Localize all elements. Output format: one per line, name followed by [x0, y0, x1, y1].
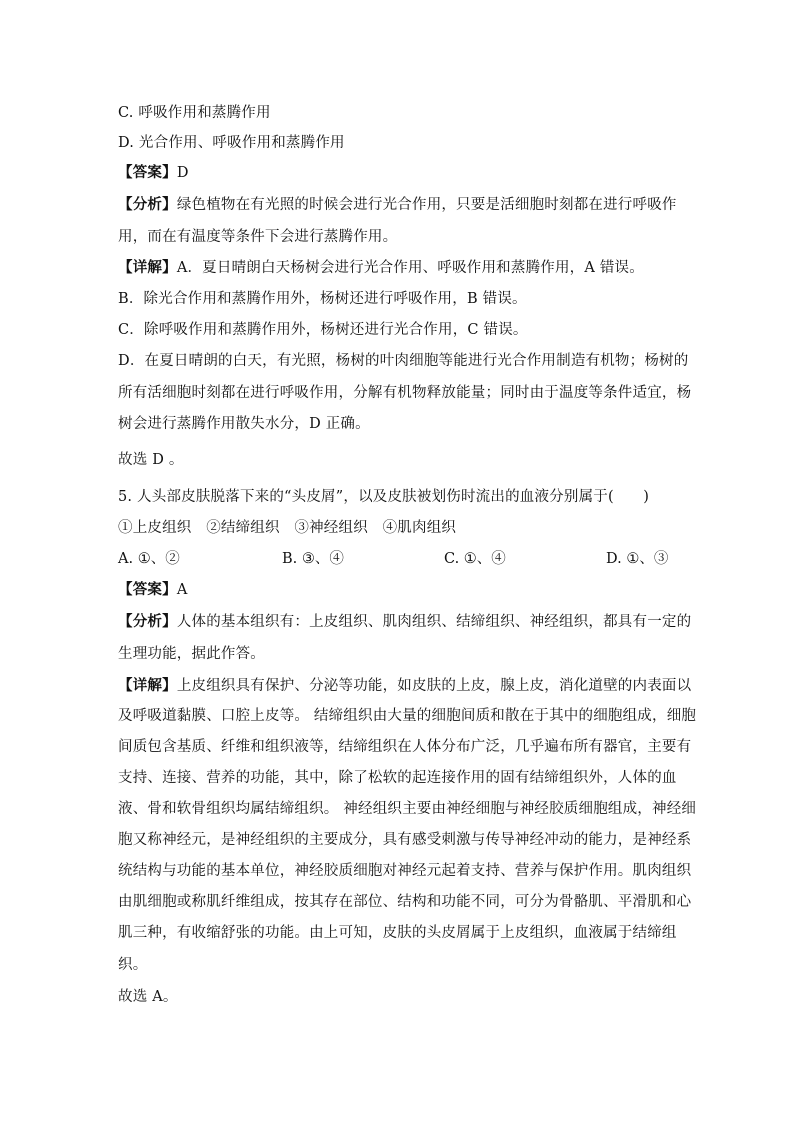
detail-line	[118, 258, 644, 278]
answer-line	[118, 163, 189, 183]
answer-tag: 【答案】	[118, 164, 177, 181]
question-items: ①上皮组织 ②结缔组织 ③神经组织 ④肌肉组织	[118, 520, 457, 536]
answer-value: D	[176, 165, 189, 181]
detail-text: C．除呼吸作用和蒸腾作用外，杨树还进行光合作用，C 错误。	[118, 322, 528, 338]
detail-text: 树会进行蒸腾作用散失水分，D 正确。	[118, 416, 370, 432]
option-d: D. ①、③	[606, 551, 669, 567]
detail-text: 支持、连接、营养的功能，其中，除了松软的起连接作用的固有结缔组织外，人体的血	[118, 770, 677, 786]
analysis-line	[118, 612, 691, 632]
option-c: C. ①、④	[444, 551, 506, 567]
detail-text: 胞又称神经元，是神经组织的主要成分，具有感受刺激与传导神经冲动的能力，是神经系	[118, 832, 692, 848]
detail-text: 及呼吸道黏膜、口腔上皮等。 结缔组织由大量的细胞间质和散在于其中的细胞组成，细胞	[118, 708, 697, 724]
detail-text: A．夏日晴朗白天杨树会进行光合作用、呼吸作用和蒸腾作用，A 错误。	[176, 260, 644, 276]
answer-value: A	[176, 582, 188, 598]
answer-tag: 【答案】	[118, 581, 177, 598]
detail-text: 统结构与功能的基本单位，神经胶质细胞对神经元起着支持、营养与保护作用。肌肉组织	[118, 863, 692, 879]
detail-text: 液、骨和软骨组织均属结缔组织。 神经组织主要由神经细胞与神经胶质细胞组成，神经细	[118, 801, 697, 817]
question-stem: 5. 人头部皮肤脱落下来的“头皮屑”，以及皮肤被划伤时流出的血液分别属于( )	[118, 489, 650, 505]
detail-text: 织。	[118, 957, 148, 973]
detail-text: B．除光合作用和蒸腾作用外，杨树还进行呼吸作用，B 错误。	[118, 291, 527, 307]
analysis-line	[118, 195, 677, 215]
analysis-text: 人体的基本组织有：上皮组织、肌肉组织、结缔组织、神经组织，都具有一定的	[176, 614, 692, 630]
conclusion: 故选 A。	[118, 989, 178, 1005]
detail-text: 肌三种，有收缩舒张的功能。由上可知，皮肤的头皮屑属于上皮组织，血液属于结缔组	[118, 925, 677, 941]
detail-tag: 【详解】	[118, 259, 177, 276]
detail-text: D．在夏日晴朗的白天，有光照，杨树的叶肉细胞等能进行光合作用制造有机物；杨树的	[118, 353, 689, 369]
detail-text: 所有活细胞时刻都在进行呼吸作用，分解有机物释放能量；同时由于温度等条件适宜，杨	[118, 385, 692, 401]
detail-tag: 【详解】	[118, 677, 177, 694]
analysis-text: 绿色植物在有光照的时候会进行光合作用，只要是活细胞时刻都在进行呼吸作	[176, 197, 677, 213]
option-b: B. ③、④	[282, 551, 344, 567]
option-d: D. 光合作用、呼吸作用和蒸腾作用	[118, 135, 345, 151]
analysis-tag: 【分析】	[118, 196, 177, 213]
answer-line	[118, 580, 187, 600]
conclusion: 故选 D 。	[118, 452, 184, 468]
option-c: C. 呼吸作用和蒸腾作用	[118, 105, 271, 121]
detail-text: 间质包含基质、纤维和组织液等，结缔组织在人体分布广泛，几乎遍布所有器官，主要有	[118, 739, 692, 755]
option-a: A. ①、②	[118, 551, 180, 567]
detail-text: 由肌细胞或称肌纤维组成，按其存在部位、结构和功能不同，可分为骨骼肌、平滑肌和心	[118, 894, 692, 910]
detail-text: 上皮组织具有保护、分泌等功能，如皮肤的上皮，腺上皮，消化道壁的内表面以	[176, 678, 692, 694]
analysis-tag: 【分析】	[118, 613, 177, 630]
detail-line	[118, 676, 691, 696]
analysis-text: 用，而在有温度等条件下会进行蒸腾作用。	[118, 229, 398, 245]
analysis-text: 生理功能，据此作答。	[118, 646, 265, 662]
